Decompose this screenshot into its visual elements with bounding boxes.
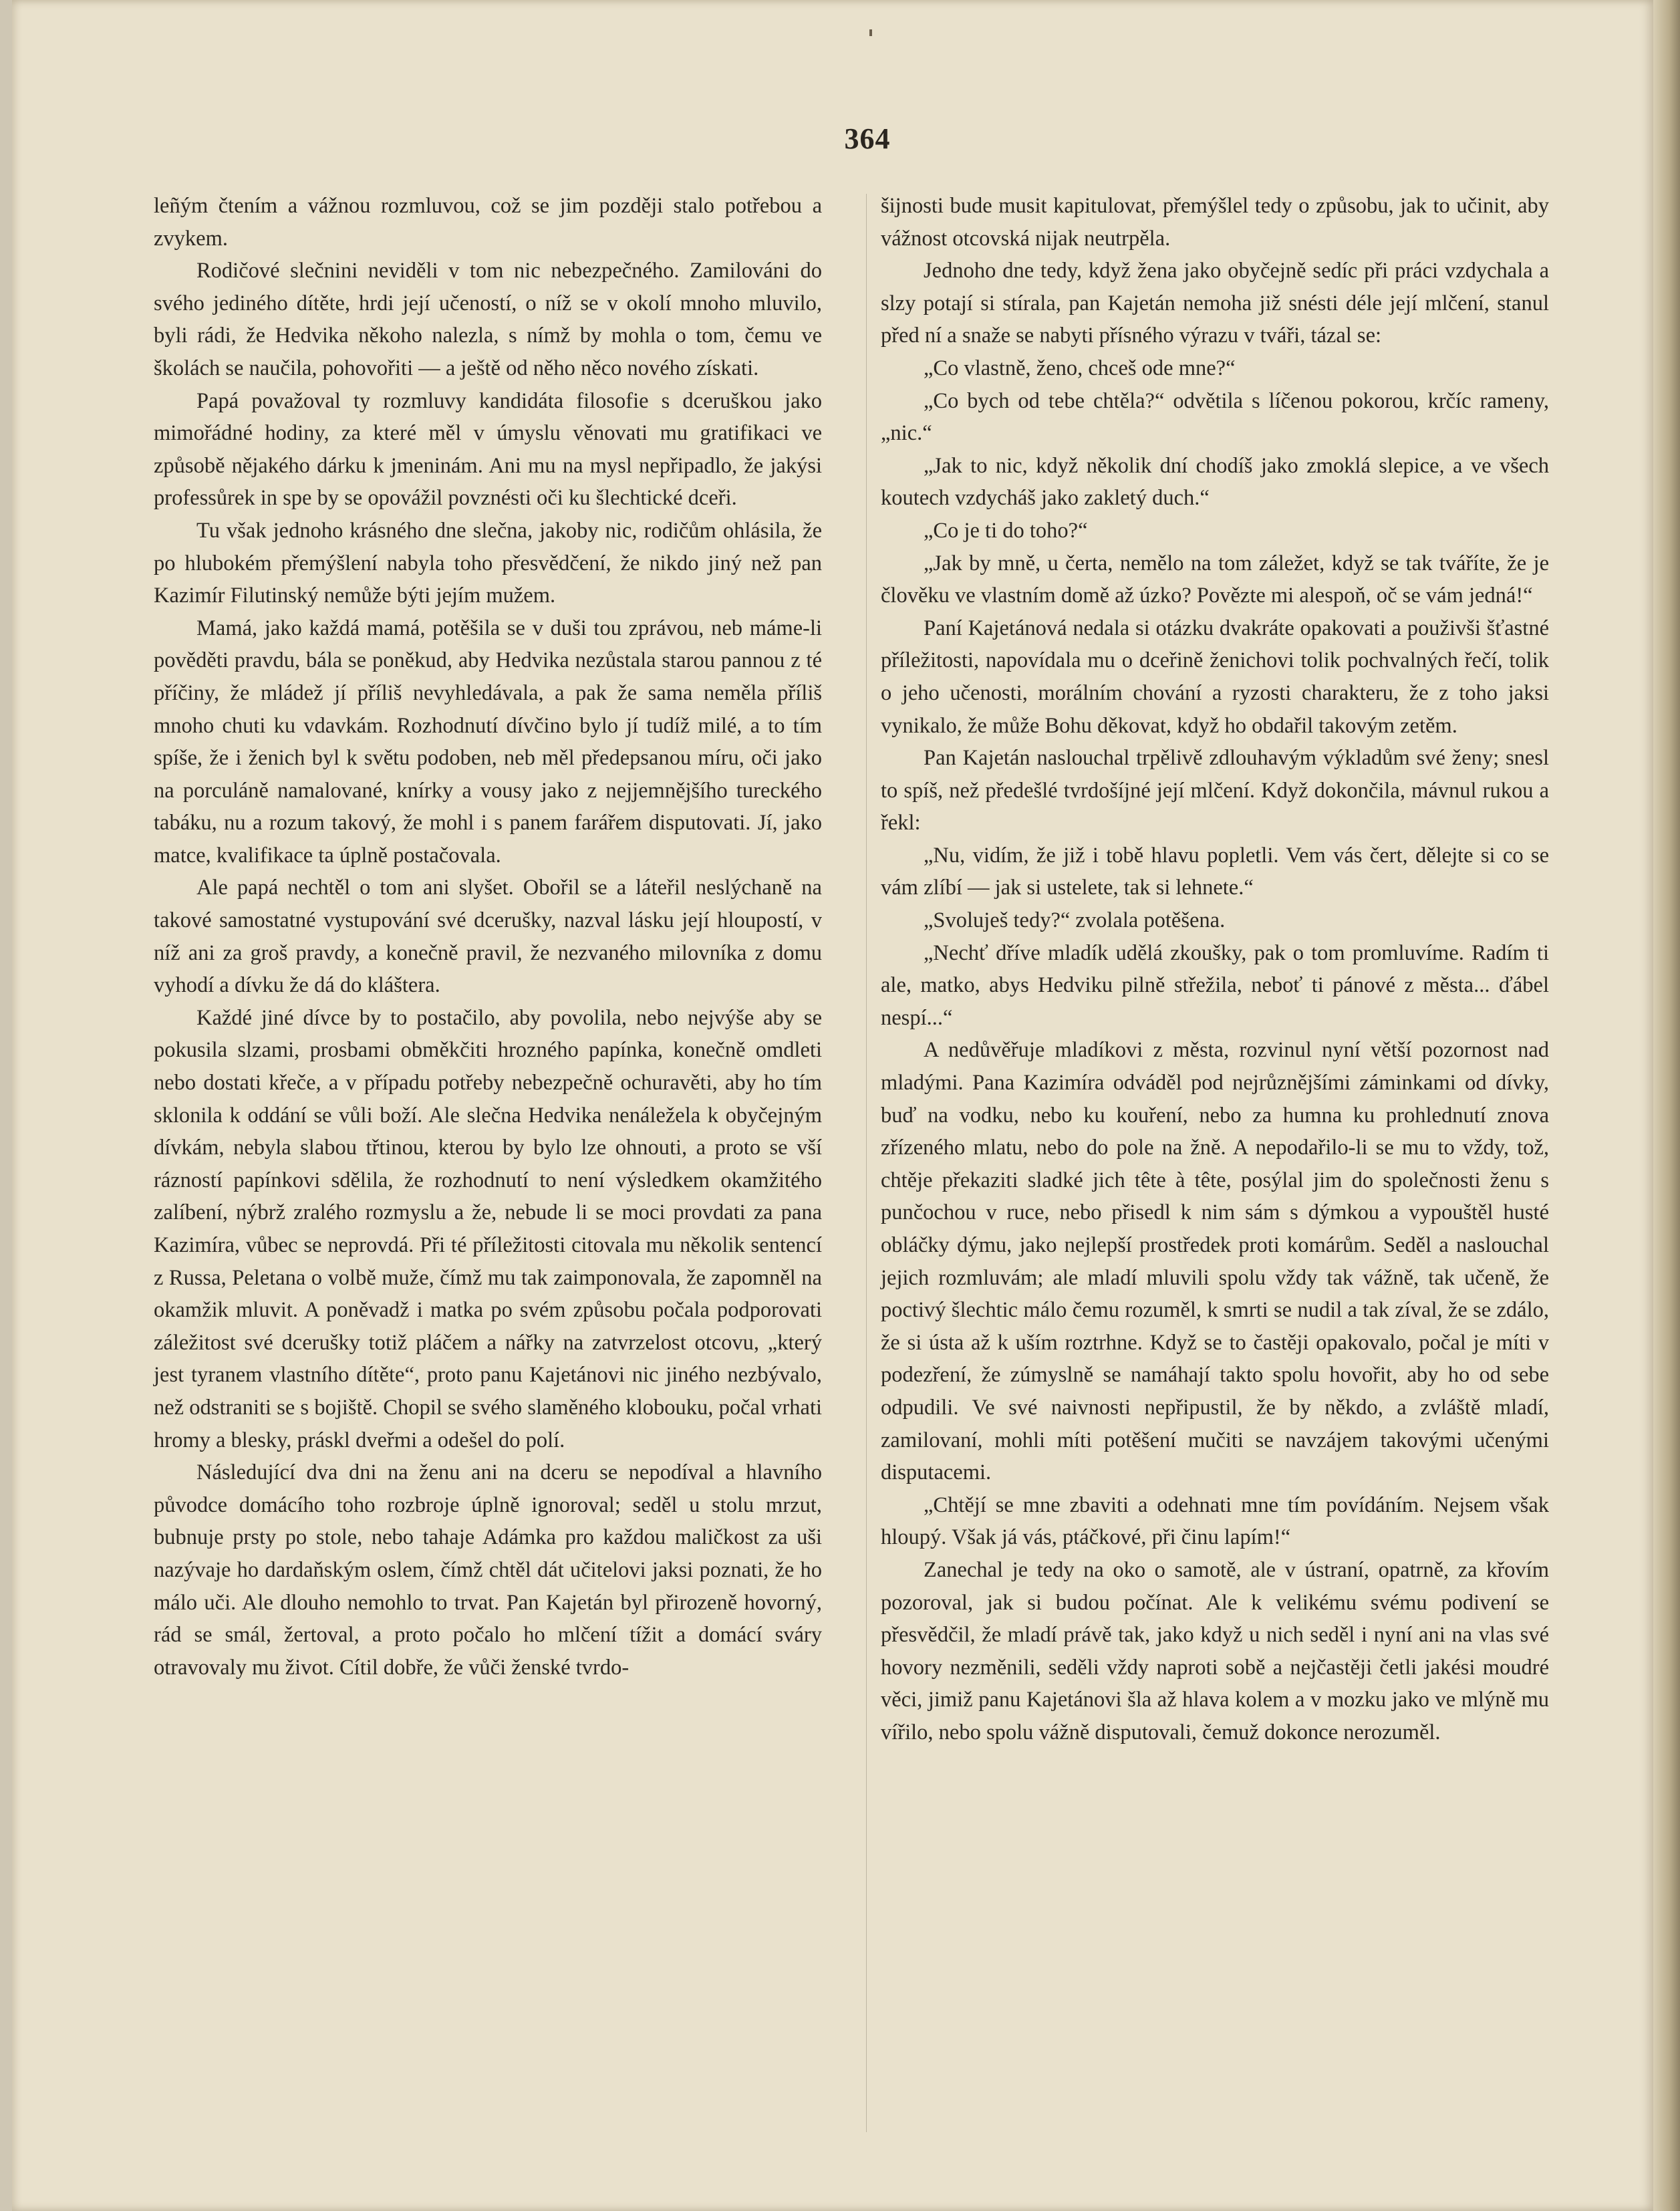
paragraph: A nedůvěřuje mladíkovi z města, rozvinul nyní větší pozornost nad mladými. Pana Kazimíra odváděl pod nejrůznějšími záminkami od dívky, buď na vodku, nebo ku kouření, nebo za humna ku prohlednutí znova zřízeného mlatu, nebo do pole na žně. A nepodařilo-li se mu to vždy, tož, chtěje překaziti sladké jich tête à tête, posýlal jim do společnosti ženu s punčochou v ruce, nebo přisedl k nim sám s dýmkou a vypouštěl husté obláčky dýmu, jako nejlepší prostředek proti komárům. Seděl a naslouchal jejich rozmluvám; ale mladí mluvili spolu vždy tak vážně, tak učeně, že poctivý šlechtic málo čemu rozuměl, k smrti se nudil a tak zíval, že se zdálo, že si ústa až k uším roztrhne. Když se to častěji opakovalo, počal je míti v podezření, že zúmyslně se namáhají takto spolu hovořit, aby ho od sebe odpudili. Ve své naivnosti nepřipustil, že by někdo, a zvláště mladí, zamilovaní, mohli míti potěšení mučiti se navzájem takovými učenými disputacemi. — [881, 1038, 1549, 1485]
scan-mark — [869, 29, 872, 36]
book-page — [12, 0, 1653, 2211]
paragraph: Pan Kajetán naslouchal trpělivě zdlouhavým výkladům své ženy; snesl to spíš, než předešlé tvrdošíjné její mlčení. Když dokončila, mávnul rukou a řekl: — [881, 746, 1549, 835]
paragraph: „Co bych od tebe chtěla?“ odvětila s líčenou pokorou, krčíc rameny, „nic.“ — [881, 388, 1549, 446]
column-divider — [866, 194, 867, 2132]
paragraph: „Jak by mně, u čerta, nemělo na tom záležet, když se tak tváříte, že je člověku ve vlastním domě až úzko? Povězte mi alespoň, oč se vám jedná!“ — [881, 551, 1549, 608]
paragraph: Jednoho dne tedy, když žena jako obyčejně sedíc při práci vzdychala a slzy potají si stírala, pan Kajetán nemoha již snésti déle její mlčení, stanul před ní a snaže se nabyti přísného výrazu v tváři, tázal se: — [881, 259, 1549, 348]
paragraph: „Co vlastně, ženo, chceš ode mne?“ — [924, 356, 1236, 380]
paragraph: „Co je ti do toho?“ — [924, 518, 1088, 543]
left-text-column — [154, 190, 822, 1684]
paragraph: Následující dva dni na ženu ani na dceru se nepodíval a hlavního původce domácího toho rozbroje úplně ignoroval; seděl u stolu mrzut, bubnuje prsty po stole, nebo tahaje Adámka pro každou maličkost za uši nazývaje ho dardaňským oslem, čímž chtěl dát učitelovi jaksi poznati, že ho málo uči. Ale dlouho nemohlo to trvat. Pan Kajetán byl přirozeně hovorný, rád se smál, žertoval, a proto počalo ho mlčení tížit a domácí sváry otravovaly mu život. Cítil dobře, že vůči ženské tvrdo- — [154, 1460, 822, 1680]
paragraph: Ale papá nechtěl o tom ani slyšet. Obořil se a láteřil neslýchaně na takové samostatné vystupování své dcerušky, nazval lásku její hloupostí, v níž ani za groš pravdy, a konečně pravil, že nezvaného milovníka z domu vyhodí a dívku že dá do kláštera. — [154, 876, 822, 998]
page-number: 364 — [844, 122, 891, 155]
page-edge — [1653, 0, 1680, 2211]
paragraph: „Jak to nic, když několik dní chodíš jako zmoklá slepice, a ve všech koutech vzdycháš jako zakletý duch.“ — [881, 453, 1549, 511]
paragraph: Tu však jednoho krásného dne slečna, jakoby nic, rodičům ohlásila, že po hlubokém přemýšlení nabyla toho přesvědčení, že nikdo jiný než pan Kazimír Filutinský nemůže býti jejím mužem. — [154, 518, 822, 608]
paragraph: „Nu, vidím, že již i tobě hlavu popletli. Vem vás čert, dělejte si co se vám zlíbí — jak si ustelete, tak si lehnete.“ — [881, 843, 1549, 900]
paragraph: Zanechal je tedy na oko o samotě, ale v ústraní, opatrně, za křovím pozoroval, jak si budou počínat. Ale k velikému svému podivení se přesvědčil, že mladí právě tak, jako když u nich seděl i nyní ani na vlas své hovory nezměnili, seděli vždy naproti sobě a nejčastěji četli jakési moudré věci, jimiž panu Kajetánovi šla až hlava kolem a v mozku jako ve mlýně mu vířilo, nebo spolu vážně disputovali, čemuž dokonce nerozuměl. — [881, 1557, 1549, 1744]
paragraph: „Nechť dříve mladík udělá zkoušky, pak o tom promluvíme. Radím ti ale, matko, abys Hedviku pilně střežila, neboť ti pánové z města... ďábel nespí...“ — [881, 940, 1549, 1030]
paragraph: „Chtějí se mne zbaviti a odehnati mne tím povídáním. Nejsem však hloupý. Však já vás, ptáčkové, při činu lapím!“ — [881, 1492, 1549, 1550]
right-text-column — [881, 190, 1549, 1749]
paragraph: „Svoluješ tedy?“ zvolala potěšena. — [924, 908, 1226, 933]
paragraph: Mamá, jako každá mamá, potěšila se v duši tou zprávou, neb máme-li pověděti pravdu, bála se poněkud, aby Hedvika nezůstala starou pannou z té příčiny, že mládež jí příliš nevyhledávala, a pak že sama neměla příliš mnoho chuti ku vdavkám. Rozhodnutí dívčino bylo jí tudíž milé, a to tím spíše, že i ženich byl k světu podoben, neb měl předepsanou míru, oči jako na porculáně namalované, knírky a vousy jako z nejjemnějšího tureckého tabáku, nu a rozum takový, že mohl i s panem farářem disputovati. Jí, jako matce, kvalifikace ta úplně postačovala. — [154, 616, 822, 868]
paragraph: leñým čtením a vážnou rozmluvou, což se jim později stalo potřebou a zvykem. — [154, 194, 822, 251]
paragraph: šijnosti bude musit kapitulovat, přemýšlel tedy o způsobu, jak to učinit, aby vážnost otcovská nijak neutrpěla. — [881, 194, 1549, 251]
paragraph: Paní Kajetánová nedala si otázku dvakráte opakovati a použivši šťastné příležitosti, napovídala mu o dceřině ženichovi tolik pochvalných řečí, tolik o jeho učenosti, morálním chování a ryzosti charakteru, že z toho jaksi vynikalo, že může Bohu děkovat, když ho obdařil takovým zetěm. — [881, 616, 1549, 738]
paragraph: Papá považoval ty rozmluvy kandidáta filosofie s dceruškou jako mimořádné hodiny, za které měl v úmyslu věnovati mu gratifikaci ve způsobě nějakého dárku k jmeninám. Ani mu na mysl nepřipadlo, že jakýsi professůrek in spe by se opovážil povznésti oči ku šlechtické dceři. — [154, 388, 822, 511]
paragraph: Rodičové slečnini neviděli v tom nic nebezpečného. Zamilováni do svého jediného dítěte, hrdi její učeností, o níž se v okolí mnoho mluvilo, byli rádi, že Hedvika někoho nalezla, s nímž by mohla o tom, čemu ve školách se naučila, pohovořiti — a ještě od něho něco nového získati. — [154, 259, 822, 380]
paragraph: Každé jiné dívce by to postačilo, aby povolila, nebo nejvýše aby se pokusila slzami, prosbami obměkčiti hrozného papínka, konečně omdleti nebo dostati křeče, a v případu potřeby nebezpečně ochuravěti, aby ho tím sklonila k oddání se vůli boží. Ale slečna Hedvika nenáležela k obyčejným dívkám, nebyla slabou třtinou, kterou by bylo lze ohnouti, a proto se vší rázností papínkovi sdělila, že rozhodnutí to není výsledkem okamžitého zalíbení, nýbrž zralého rozmyslu a že, nebude li se moci provdati za pana Kazimíra, vůbec se neprovdá. Při té příležitosti citovala mu několik sentencí z Russa, Peletana o volbě muže, čímž mu tak zaimponovala, že zapomněl na okamžik mluvit. A poněvadž i matka po svém způsobu počala podporovati záležitost své dcerušky totiž pláčem a nářky na zatvrzelost otcovu, „který jest tyranem vlastního dítěte“, proto panu Kajetánovi nic jiného nezbývalo, než odstraniti se s bojiště. Chopil se svého slaměného klobouku, počal vrhati hromy a blesky, práskl dveřmi a odešel do polí. — [154, 1005, 822, 1452]
